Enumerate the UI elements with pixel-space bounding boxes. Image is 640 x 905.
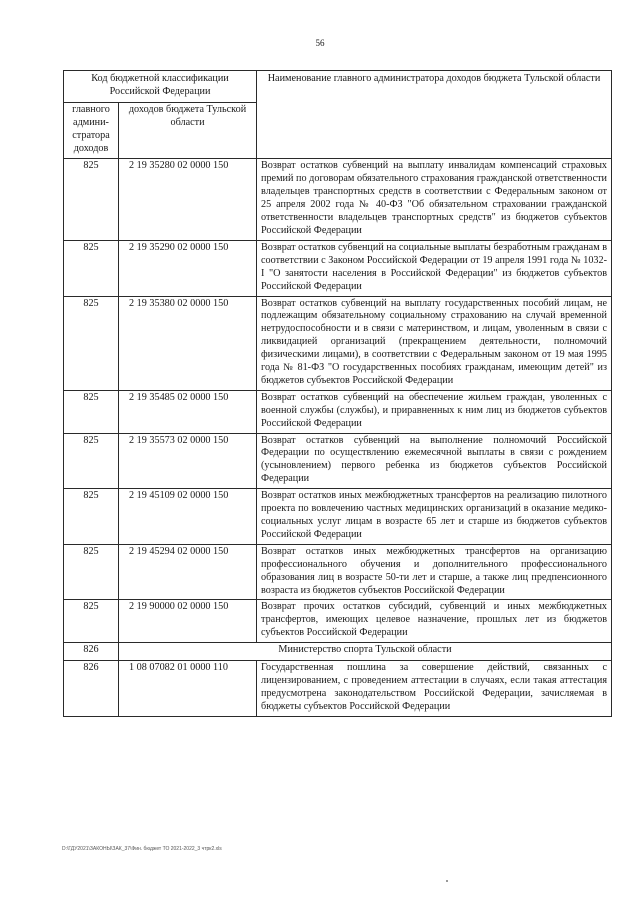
section-row (64, 643, 612, 661)
row-description: Возврат остатков субвенций на выполнение полномочий Российской Федерации по осуществлению ежемесячной выплаты в связи с рождением (усыновлением) первого ребенка из бюджетов субъектов Российской Федерации (257, 433, 612, 489)
table-row (64, 544, 612, 600)
footer-file-path: D:\ГДУ2021\ЗАКОНЫ\ЗАК_37\Фин. бюджет ТО 2021-2022_3 чтрк2.xls (62, 846, 222, 852)
income-code: 2 19 45109 02 0000 150 (119, 489, 257, 545)
table-row (64, 489, 612, 545)
admin-code: 825 (64, 433, 119, 489)
row-description: Возврат прочих остатков субсидий, субвенций и иных межбюджетных трансфертов, имеющих целевое назначение, прошлых лет из бюджетов субъектов Российской Федерации (257, 600, 612, 643)
income-code: 2 19 35280 02 0000 150 (119, 159, 257, 240)
row-description: Государственная пошлина за совершение действий, связанных с лицензированием, с проведением аттестации в случаях, если такая аттестация предусмотрена законодательством Российской Федерации, зачисляемая в бюджеты субъектов Российской Федерации (257, 661, 612, 717)
table-row (64, 433, 612, 489)
income-code: 2 19 45294 02 0000 150 (119, 544, 257, 600)
table-row (64, 661, 612, 717)
income-code: 1 08 07082 01 0000 110 (119, 661, 257, 717)
row-description: Возврат остатков иных межбюджетных трансфертов на организацию профессионального обучения и дополнительного профессионального образования лиц в возрасте 50-ти лет и старше, а также лиц предпенсионного возраста из бюджетов субъектов Российской Федерации (257, 544, 612, 600)
header-code-group: Код бюджетной классификации Российской Федерации (64, 71, 257, 103)
page-number: 56 (315, 38, 325, 48)
admin-code: 825 (64, 600, 119, 643)
income-code: 2 19 35485 02 0000 150 (119, 390, 257, 433)
header-col-admin: главного админи-стратора доходов (64, 102, 119, 159)
admin-code: 825 (64, 240, 119, 296)
table-row (64, 390, 612, 433)
scan-mark (446, 880, 448, 882)
header-admin-name: Наименование главного администратора доходов бюджета Тульской области (257, 71, 612, 159)
admin-code: 826 (64, 661, 119, 717)
admin-code: 825 (64, 159, 119, 240)
row-description: Возврат остатков субвенций на социальные выплаты безработным гражданам в соответствии с Законом Российской Федерации от 19 апреля 1991 года № 1032-I "О занятости населения в Российской Федерации" из бюджетов субъектов Российской Федерации (257, 240, 612, 296)
admin-code: 825 (64, 296, 119, 390)
income-code: 2 19 35380 02 0000 150 (119, 296, 257, 390)
section-title: Министерство спорта Тульской области (119, 643, 612, 661)
row-description: Возврат остатков субвенций на обеспечение жильем граждан, уволенных с военной службы (службы), и приравненных к ним лиц из бюджетов субъектов Российской Федерации (257, 390, 612, 433)
table-row (64, 159, 612, 240)
income-code: 2 19 35290 02 0000 150 (119, 240, 257, 296)
table-row (64, 600, 612, 643)
row-description: Возврат остатков иных межбюджетных трансфертов на реализацию пилотного проекта по вовлечению частных медицинских организаций в оказание медико-социальных услуг лицам в возрасте 65 лет и старше из бюджетов субъектов Российской Федерации (257, 489, 612, 545)
section-admin-code: 826 (64, 643, 119, 661)
header-col-income: доходов бюджета Тульской области (119, 102, 257, 159)
table-row (64, 240, 612, 296)
table-row (64, 296, 612, 390)
income-code: 2 19 35573 02 0000 150 (119, 433, 257, 489)
row-description: Возврат остатков субвенций на выплату государственных пособий лицам, не подлежащим обязательному социальному страхованию на случай временной нетрудоспособности и в связи с материнством, и лицам, уволенным в связи с ликвидацией организаций (прекращением деятельности, полномочий физическими лицами), в соответствии с Федеральным законом от 19 мая 1995 года № 81-ФЗ "О государственных пособиях гражданам, имеющим детей" из бюджетов субъектов Российской Федерации (257, 296, 612, 390)
row-description: Возврат остатков субвенций на выплату инвалидам компенсаций страховых премий по договорам обязательного страхования гражданской ответственности владельцев транспортных средств в соответствии с Федеральным законом от 25 апреля 2002 года № 40-ФЗ "Об обязательном страховании гражданской ответственности владельцев транспортных средств" из бюджетов субъектов Российской Федерации (257, 159, 612, 240)
income-code: 2 19 90000 02 0000 150 (119, 600, 257, 643)
admin-code: 825 (64, 544, 119, 600)
admin-code: 825 (64, 390, 119, 433)
admin-code: 825 (64, 489, 119, 545)
budget-classification-table (63, 70, 612, 717)
